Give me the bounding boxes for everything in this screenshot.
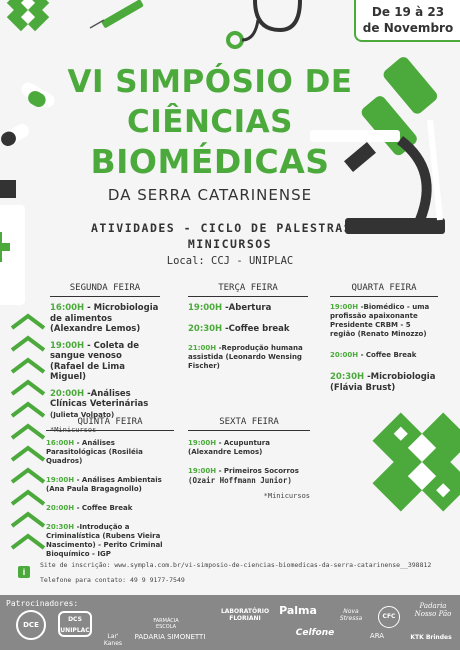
syringe-icon: [90, 0, 144, 28]
column-heading: QUINTA FEIRA: [46, 417, 174, 431]
schedule-entry: 19:00H - Análises Ambientais (Ana Paula Bragagnollo): [46, 476, 162, 493]
medicine-bottle-icon: [0, 180, 25, 305]
sponsor-logo: DCE: [16, 610, 46, 640]
sponsor-logo: ARA: [369, 632, 385, 640]
checker-cross-icon: [351, 391, 460, 532]
title-line-4: DA SERRA CATARINENSE: [107, 186, 313, 204]
sponsor-logo: Celfone: [295, 628, 335, 638]
sponsor-logo: LABORATÓRIO FLORIANI: [220, 608, 270, 622]
info-icon: i: [18, 566, 30, 578]
schedule-entry: 20:30H -Microbiologia (Flávia Brust): [330, 372, 436, 393]
location: Local: CCJ - UNIPLAC: [166, 255, 294, 267]
date-line-2: de Novembro: [362, 21, 454, 35]
column-heading: SEXTA FEIRA: [188, 417, 310, 431]
stethoscope-icon: [228, 0, 300, 47]
schedule-column-tuesday: [188, 283, 308, 377]
subtitle-line-1: ATIVIDADES - CICLO DE PALESTRAS -: [91, 221, 369, 235]
column-heading: TERÇA FEIRA: [188, 283, 308, 297]
sponsor-logo: Nova Stressa: [339, 608, 363, 622]
sponsor-logo: Lar' Kanes: [103, 633, 123, 647]
column-heading: QUARTA FEIRA: [330, 283, 438, 297]
sponsor-logo: Palma: [279, 604, 317, 617]
date-line-1: De 19 à 23: [371, 5, 445, 19]
sponsor-logo: PADARIA SIMONETTI: [134, 633, 206, 641]
checker-cross-icon: [0, 0, 56, 38]
contact-phone: Telefone para contato: 49 9 9177-7549: [40, 576, 185, 584]
sponsor-logo: KTK Brindes: [410, 634, 452, 641]
sponsor-logo: DCS UNIPLAC: [58, 611, 92, 637]
chevron-up-icon: [12, 316, 44, 548]
schedule-entry: 19:00H - Primeiros Socorros (Ozair Hoffmann Junior): [188, 467, 299, 485]
schedule-entry: 20:00H -Análises Clínicas Veterinárias (Julieta Volpato): [50, 388, 149, 419]
schedule-entry: 16:00H - Análises Parasitológicas (Rosiléia Quadros): [46, 439, 143, 465]
schedule-entry: 20:30H -Coffee break: [188, 323, 290, 334]
sponsor-logo: CFC: [378, 606, 400, 628]
schedule-column-monday: [50, 283, 160, 434]
schedule-entry: 19:00H -Abertura: [188, 303, 272, 313]
subtitle-line-2: MINICURSOS: [187, 237, 273, 251]
schedule-column-wednesday: [330, 283, 438, 399]
sponsor-logo: Padaria Nosso Pão: [414, 602, 452, 618]
sponsors-title: Patrocinadores:: [6, 599, 79, 608]
schedule-entry: 19:00H -Biomédico - uma profissão apaixonante Presidente CRBM - 5 região (Renato Minozzo): [330, 303, 430, 338]
schedule-entry: 20:30H -Introdução a Criminalística (Rubens Vieira Nascimento) - Perito Criminal Bioquímico - IGP: [46, 523, 163, 558]
column-heading: SEGUNDA FEIRA: [50, 283, 160, 297]
minicourse-note: *Minicursos: [50, 426, 97, 434]
schedule-entry: 19:00H - Acupuntura (Alexandre Lemos): [188, 439, 270, 456]
minicourse-note: *Minicursos: [263, 492, 310, 500]
title-line-3: BIOMÉDICAS: [90, 142, 330, 181]
schedule-entry: 21:00H -Reprodução humana assistida (Leonardo Wensing Fischer): [188, 344, 303, 370]
schedule-column-friday: [188, 417, 310, 500]
sponsor-logo: FARMÁCIA ESCOLA: [153, 618, 179, 630]
schedule-entry: 20:00H - Coffee Break: [330, 351, 417, 359]
title-line-2: CIÊNCIAS: [126, 104, 293, 140]
title-line-1: VI SIMPÓSIO DE: [67, 64, 353, 100]
schedule-column-thursday: [46, 417, 174, 565]
date-badge: [354, 0, 460, 42]
schedule-entry: 16:00H - Microbiologia de alimentos (Alexandre Lemos): [50, 303, 159, 334]
registration-site: Site de inscrição: www.sympla.com.br/vi-simposio-de-ciencias-biomedicas-da-serra-catarinense__398812: [40, 561, 432, 569]
schedule-entry: 20:00H - Coffee Break: [46, 504, 133, 512]
schedule-entry: 19:00H - Coleta de sangue venoso (Rafael de Lima Miguel): [50, 340, 139, 382]
